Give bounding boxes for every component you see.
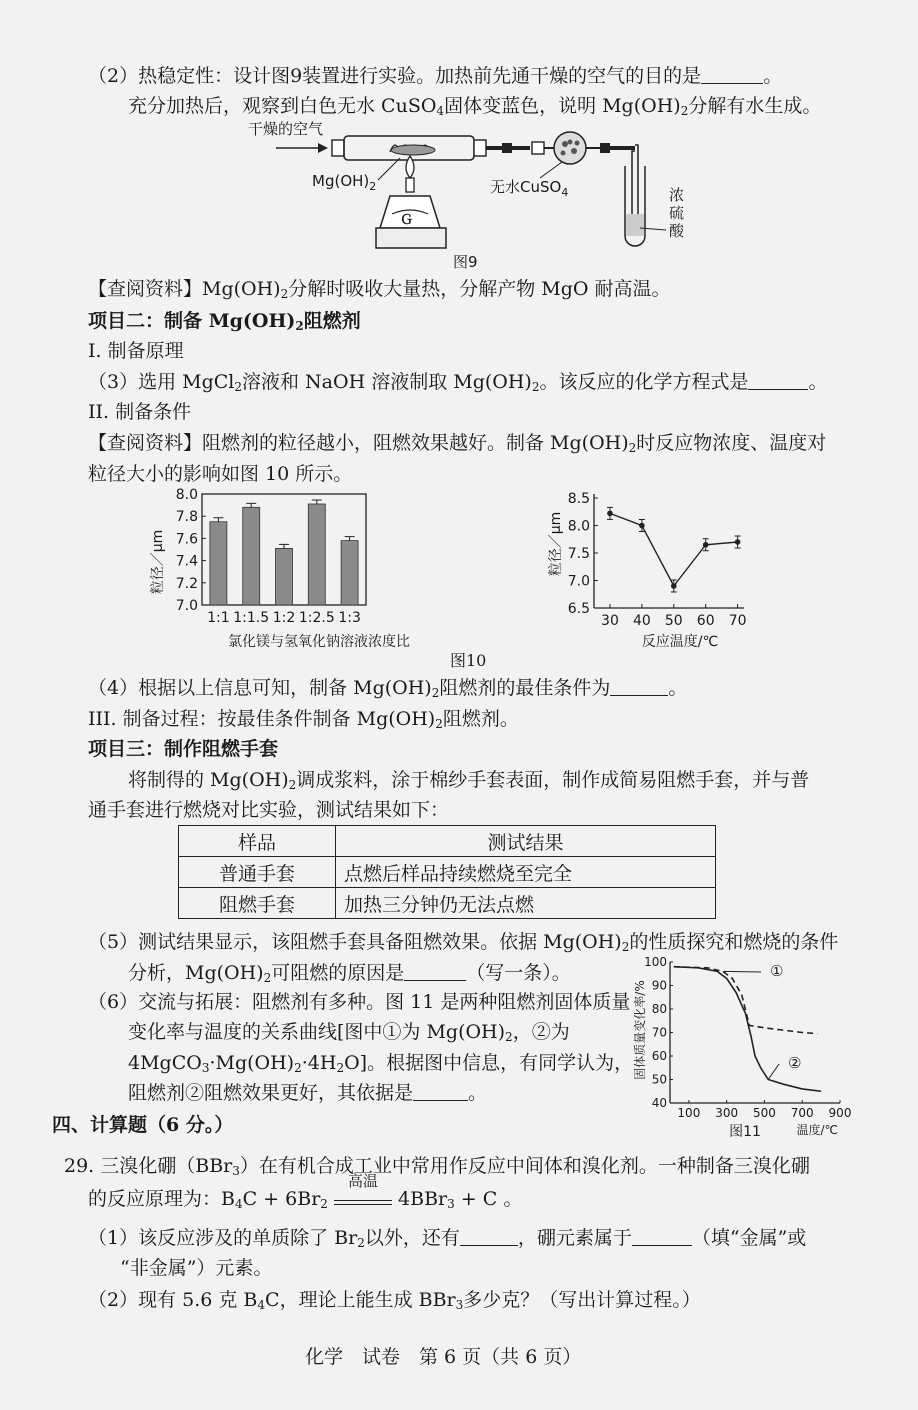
tg-y-tick-label: 80 bbox=[651, 1002, 667, 1016]
reference-1: 【查阅资料】$Mg(OH)_2$分解时吸收大量热，分解产物 MgO 耐高温。 bbox=[88, 278, 671, 301]
tg-y-tick-label: 70 bbox=[651, 1025, 667, 1040]
q6-line2: 变化率与温度的关系曲线[图中①为 $Mg(OH)_2$，②为 bbox=[128, 1021, 570, 1044]
line-x-tick-label: 50 bbox=[664, 613, 683, 629]
bar-x-tick-label: 1:3 bbox=[338, 610, 361, 626]
fig10-caption: 图10 bbox=[450, 651, 487, 670]
table-cell: 阻燃手套 bbox=[179, 888, 336, 919]
page-footer: 化学 试卷 第 6 页（共 6 页） bbox=[305, 1346, 582, 1368]
drying-bulb bbox=[544, 132, 635, 164]
tg-y-tick-label: 100 bbox=[644, 955, 667, 969]
answer-blank[interactable] bbox=[413, 1084, 468, 1101]
tg-series-line bbox=[674, 967, 818, 1034]
part-4-heading: 四、计算题（6 分。） bbox=[52, 1114, 234, 1136]
table-cell: 加热三分钟仍无法点燃 bbox=[336, 888, 716, 919]
table-header-cell: 样品 bbox=[179, 826, 336, 857]
q29-part1-line1: （1）该反应涉及的单质除了 $Br_2$以外，还有 ，硼元素属于 （填“金属”或 bbox=[88, 1227, 807, 1250]
tubing bbox=[486, 142, 544, 154]
q29-part1-line2: “非金属”）元素。 bbox=[120, 1257, 273, 1279]
line-x-tick-label: 40 bbox=[632, 613, 651, 629]
q5-line2: 分析，$Mg(OH)_2$可阻燃的原因是 （写一条）。 bbox=[128, 962, 571, 985]
conc-acid-label-3: 酸 bbox=[669, 222, 685, 240]
tg-y-axis-title: 固体质量变化率/% bbox=[633, 980, 647, 1080]
reference-2-line1: 【查阅资料】阻燃剂的粒径越小，阻燃效果越好。制备 $Mg(OH)_2$时反应物浓度、温度对 bbox=[88, 432, 827, 455]
answer-blank[interactable] bbox=[610, 679, 668, 696]
answer-blank[interactable] bbox=[460, 1229, 518, 1246]
table-cell: 点燃后样品持续燃烧至完全 bbox=[336, 857, 716, 888]
fig11-tg-chart bbox=[628, 952, 856, 1142]
answer-blank[interactable] bbox=[701, 67, 763, 84]
tg-x-tick-label: 500 bbox=[752, 1106, 776, 1120]
bar-y-tick-label: 7.8 bbox=[175, 509, 198, 526]
tg-x-axis-title: 温度/℃ bbox=[796, 1123, 838, 1137]
svg-text:Ｇ: Ｇ bbox=[400, 213, 414, 228]
line-x-tick-label: 30 bbox=[601, 613, 619, 629]
q29-line1: 29. 三溴化硼（BBr$_3$）在有机合成工业中常用作反应中间体和溴化剂。一种制备三溴化硼 bbox=[64, 1155, 810, 1178]
line-y-tick-label: 7.5 bbox=[567, 546, 590, 562]
bar-x-tick-label: 1:2 bbox=[272, 610, 296, 626]
tg-x-tick-label: 700 bbox=[790, 1106, 814, 1120]
project-2-heading: 项目二：制备 $Mg(OH)_2$阻燃剂 bbox=[88, 310, 361, 333]
reference-2-line2: 粒径大小的影响如图 10 所示。 bbox=[88, 463, 353, 485]
table-row bbox=[179, 888, 716, 919]
bar-y-tick-label: 7.4 bbox=[175, 553, 198, 570]
line-y-tick-label: 6.5 bbox=[567, 601, 590, 617]
results-table bbox=[178, 825, 716, 919]
fig10-bar-chart bbox=[140, 484, 440, 654]
fig10-line-chart bbox=[540, 484, 760, 654]
line-y-tick-label: 7.0 bbox=[567, 573, 590, 590]
bar-y-tick-label: 7.2 bbox=[175, 575, 198, 592]
table-header-row bbox=[179, 826, 716, 857]
tg-series-label: ① bbox=[770, 962, 784, 980]
project-3-heading: 项目三：制作阻燃手套 bbox=[88, 738, 279, 760]
table-row bbox=[179, 857, 716, 888]
line-y-tick-label: 8.5 bbox=[567, 491, 590, 507]
q29-line2: 的反应原理为：$B_4C + 6Br_2$ 高温 4BBr$_3$ + C 。 bbox=[88, 1172, 523, 1211]
bar-y-tick-label: 8.0 bbox=[175, 487, 198, 503]
q2-line2: 充分加热后，观察到白色无水 CuSO$_4$固体变蓝色，说明 $Mg(OH)_2$分解有水生成。 bbox=[128, 95, 822, 118]
line-y-axis-title: 粒径／μm bbox=[548, 511, 564, 577]
bar bbox=[341, 541, 358, 605]
table-header-cell: 测试结果 bbox=[336, 826, 716, 857]
fig9-caption: 图9 bbox=[453, 253, 478, 271]
q6-line1: （6）交流与拓展：阻燃剂有多种。图 11 是两种阻燃剂固体质量 bbox=[88, 991, 631, 1013]
q29-part2: （2）现有 5.6 克 $B_4C$，理论上能生成 BBr$_3$多少克？（写出计算过程。） bbox=[88, 1289, 701, 1312]
q4: （4）根据以上信息可知，制备 $Mg(OH)_2$阻燃剂的最佳条件为 。 bbox=[88, 677, 688, 700]
data-point bbox=[607, 511, 613, 517]
tg-series-leader bbox=[723, 971, 761, 972]
air-arrow-icon bbox=[276, 143, 328, 153]
tg-x-tick-label: 100 bbox=[677, 1106, 701, 1120]
project-3-text-line2: 通手套进行燃烧对比实验，测试结果如下： bbox=[88, 799, 450, 821]
bar-x-tick-label: 1:1 bbox=[207, 610, 230, 626]
tg-series-label: ② bbox=[788, 1054, 802, 1072]
dry-air-label: 干燥的空气 bbox=[248, 120, 324, 138]
data-point bbox=[639, 523, 645, 529]
section-2-heading: II. 制备条件 bbox=[88, 401, 192, 423]
series-line bbox=[610, 513, 738, 586]
data-point bbox=[671, 583, 677, 589]
bar-y-tick-label: 7.6 bbox=[175, 531, 198, 548]
line-x-tick-label: 60 bbox=[696, 613, 715, 629]
tg-y-tick-label: 40 bbox=[651, 1096, 667, 1110]
q6-line3: $4MgCO_3\cdot Mg(OH)_2\cdot 4H_2O$]。根据图中信息，有同学认为， bbox=[128, 1052, 634, 1075]
tg-y-tick-label: 90 bbox=[651, 978, 667, 993]
cuso4-label: 无水CuSO$_4$ bbox=[490, 178, 569, 199]
test-tube bbox=[625, 166, 645, 246]
tg-x-tick-label: 300 bbox=[715, 1106, 739, 1120]
data-point bbox=[703, 542, 709, 548]
bar bbox=[308, 504, 325, 605]
answer-blank[interactable] bbox=[404, 964, 466, 981]
tg-y-tick-label: 60 bbox=[651, 1049, 667, 1063]
conc-acid-label-1: 浓 bbox=[669, 186, 685, 204]
project-3-text-line1: 将制得的 $Mg(OH)_2$调成浆料，涂于棉纱手套表面，制作成简易阻燃手套，并与普 bbox=[128, 769, 810, 792]
section-3-heading: III. 制备过程：按最佳条件制备 $Mg(OH)_2$阻燃剂。 bbox=[88, 708, 519, 731]
q3: （3）选用 MgCl$_2$溶液和 NaOH 溶液制取 $Mg(OH)_2$。该反应的化学方程式是 。 bbox=[88, 371, 828, 394]
bar bbox=[210, 522, 227, 605]
conc-acid-label-2: 硫 bbox=[669, 204, 685, 222]
q6-line4: 阻燃剂②阻燃效果更好，其依据是 。 bbox=[128, 1082, 488, 1104]
tg-series-leader bbox=[768, 1064, 779, 1080]
line-x-tick-label: 70 bbox=[728, 613, 747, 629]
bar-y-tick-label: 7.0 bbox=[175, 598, 198, 614]
line-x-axis-title: 反应温度/℃ bbox=[641, 634, 719, 650]
bar bbox=[276, 548, 293, 605]
alcohol-lamp bbox=[376, 156, 446, 248]
reaction-condition-arrow: 高温 bbox=[334, 1192, 392, 1205]
answer-blank[interactable] bbox=[632, 1229, 692, 1246]
tg-x-tick-label: 900 bbox=[828, 1106, 852, 1120]
tg-y-tick-label: 50 bbox=[651, 1072, 667, 1087]
bar bbox=[243, 507, 260, 605]
q5-line1: （5）测试结果显示，该阻燃手套具备阻燃效果。依据 $Mg(OH)_2$的性质探究和燃烧的条件 bbox=[88, 931, 839, 954]
tg-series-line bbox=[674, 967, 821, 1092]
bar-x-axis-title: 氯化镁与氢氧化钠溶液浓度比 bbox=[228, 634, 410, 650]
sample-label: $Mg(OH)_2$ bbox=[312, 172, 377, 193]
bar-x-tick-label: 1:2.5 bbox=[298, 610, 335, 626]
answer-blank[interactable] bbox=[748, 373, 808, 390]
section-1-heading: I. 制备原理 bbox=[88, 340, 184, 362]
table-cell: 普通手套 bbox=[179, 857, 336, 888]
fig9-apparatus bbox=[240, 118, 700, 273]
line-y-tick-label: 8.0 bbox=[567, 518, 590, 535]
data-point bbox=[735, 539, 741, 545]
bar-y-axis-title: 粒径／μm bbox=[150, 529, 166, 595]
fig11-caption: 图11 bbox=[729, 1124, 761, 1140]
q2-line1: （2）热稳定性：设计图9装置进行实验。加热前先通干燥的空气的目的是 。 bbox=[88, 65, 783, 87]
bar-x-tick-label: 1:1.5 bbox=[233, 610, 270, 626]
